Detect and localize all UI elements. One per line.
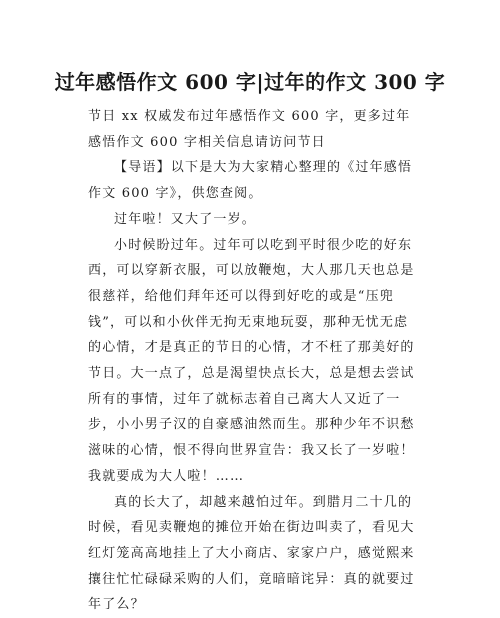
paragraph-intro: 节日 xx 权威发布过年感悟作文 600 字，更多过年感悟作文 600 字相关信息请访问节日 [88, 109, 411, 150]
paragraph-new-year: 过年啦！又大了一岁。 [114, 211, 257, 227]
document-title: 过年感悟作文 600 字|过年的作文 300 字 [54, 70, 446, 94]
paragraph-childhood: 小时候盼过年。过年可以吃到平时很少吃的好东西，可以穿新衣服，可以放鞭炮，大人那几天也总是很慈祥，给他们拜年还可以得到好吃的或是“压兜钱”，可以和小伙伴无拘无束地玩耍，那种无忧无虑的心情，才是真正的节日的心情，才不枉了那美好的节日。大一点了，总是渴望快点长大，总是想去尝试所有的事情，过年了就标志着自己离大人又近了一步，小小男子汉的自豪感油然而生。那种少年不识愁滋味的心情，恨不得向世界宣告：我又长了一岁啦！我就要成为大人啦！…… [88, 237, 415, 484]
document-body [88, 104, 418, 618]
paragraph-grown-up: 真的长大了，却越来越怕过年。到腊月二十几的时候，看见卖鞭炮的摊位开始在街边叫卖了，看见大红灯笼高高地挂上了大小商店、家家户户，感觉熙来攘往忙忙碌碌采购的人们，竟暗暗诧异：真的就要过年了么？ [88, 494, 415, 613]
paragraph-guide: 【导语】以下是大为大家精心整理的《过年感悟作文 600 字》，供您查阅。 [88, 160, 413, 202]
